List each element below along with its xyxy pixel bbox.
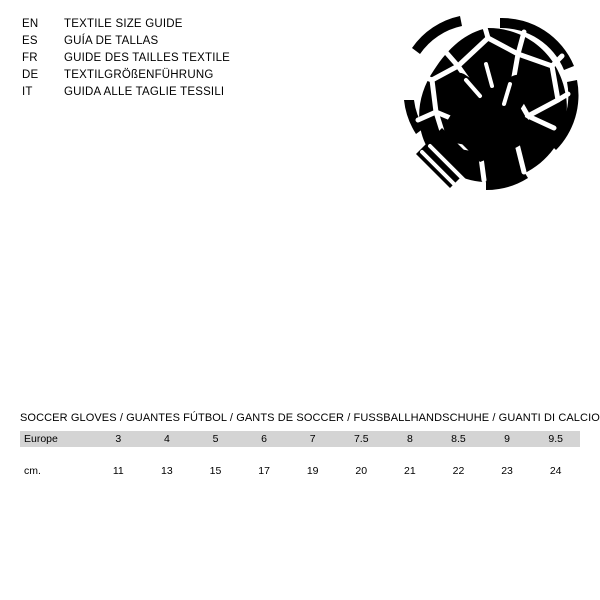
legend-code: IT: [22, 86, 33, 98]
legend-text: TEXTILGRÖßENFÜHRUNG: [64, 69, 214, 81]
cell: 21: [404, 465, 416, 477]
cell: 23: [501, 465, 513, 477]
row-label: Europe: [24, 433, 58, 445]
table-spacer: [20, 447, 580, 463]
cell: 22: [452, 465, 465, 477]
table-row-europe: [20, 431, 580, 447]
legend-row-es: [22, 33, 322, 50]
table-row-cm: [20, 463, 580, 479]
language-legend: [22, 16, 322, 101]
legend-row-en: [22, 16, 322, 33]
cell: 9.5: [548, 433, 563, 445]
goalkeeper-glove-and-ball-icon: [388, 4, 588, 204]
cell: 5: [212, 433, 219, 445]
legend-row-fr: [22, 50, 322, 67]
legend-code: FR: [22, 52, 38, 64]
cell: 17: [258, 465, 270, 477]
legend-text: TEXTILE SIZE GUIDE: [64, 18, 183, 30]
size-table: [20, 431, 580, 479]
legend-text: GUÍA DE TALLAS: [64, 35, 159, 47]
row-label: cm.: [24, 465, 41, 477]
cell: 3: [115, 433, 122, 445]
size-table-title: SOCCER GLOVES / GUANTES FÚTBOL / GANTS DE SOCCER / FUSSBALLHANDSCHUHE / GUANTI DI CALCIO: [20, 412, 600, 424]
legend-text: GUIDE DES TAILLES TEXTILE: [64, 52, 231, 64]
cell: 20: [355, 465, 368, 477]
legend-code: EN: [22, 18, 39, 30]
legend-code: DE: [22, 69, 39, 81]
cell: 24: [549, 465, 562, 477]
cell: 8: [406, 433, 413, 445]
cell: 11: [112, 465, 124, 477]
legend-row-it: [22, 84, 322, 101]
cell: 6: [261, 433, 267, 445]
size-table-block: [20, 412, 600, 479]
cell: 8.5: [451, 433, 466, 445]
cell: 4: [163, 433, 170, 445]
cell: 9: [504, 433, 510, 445]
cell: 7: [309, 433, 316, 445]
cell: 13: [161, 465, 173, 477]
cell: 15: [209, 465, 222, 477]
cell: 7.5: [353, 433, 369, 445]
legend-code: ES: [22, 35, 38, 47]
legend-text: GUIDA ALLE TAGLIE TESSILI: [64, 86, 225, 98]
cell: 19: [306, 465, 319, 477]
spacer-cell: [20, 447, 580, 463]
legend-row-de: [22, 67, 322, 84]
